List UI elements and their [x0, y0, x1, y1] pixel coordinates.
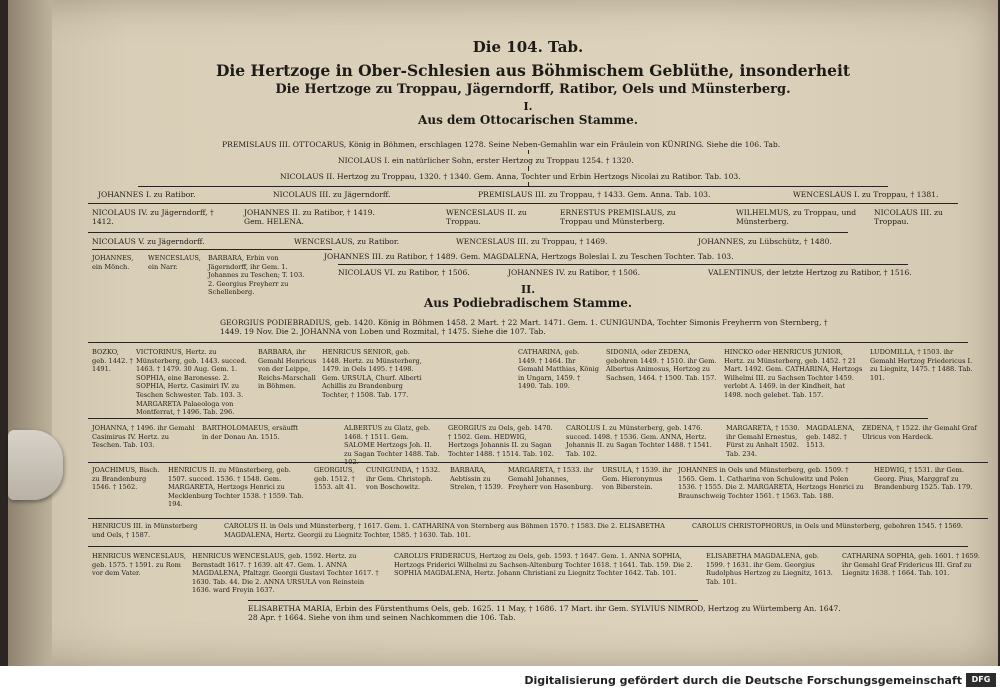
person-nicolaus-6: NICOLAUS VI. zu Ratibor, † 1506.: [338, 268, 470, 277]
person-henricus-senior: HENRICUS SENIOR, geb. 1448. Hertz. zu Münsterberg, 1479. in Oels 1495. † 1498. Gem. URSULA, Churf. Alberti Achillis zu Brandenburg Tochter, † 1508. Tab. 177.: [322, 348, 422, 399]
person-zedena-hardeck: ZEDENA, † 1522. ihr Gemahl Graf Ulricus von Hardeck.: [862, 424, 977, 441]
person-nicolaus-5: NICOLAUS V. zu Jägerndorff.: [92, 237, 205, 246]
digitization-footer: [0, 666, 1000, 694]
person-elisabetha-magdalena: ELISABETHA MAGDALENA, geb. 1599. † 1631. ihr Gem. Georgius Rudolphus Hertzog zu Liegnitz, 1613. Tab. 101.: [706, 552, 833, 586]
person-ursula: URSULA, † 1539. ihr Gem. Hieronymus von Biberstein.: [602, 466, 672, 492]
person-victorinus: VICTORINUS, Hertz. zu Münsterberg, geb. 1443. succed. 1463. † 1479. 30 Aug. Gem. 1. SOPHIA, eine Baronesse. 2. SOPHIA, Hertz. Casimiri IV. zu Teschen Schwester. Tab. 103. 3. MARGARETA Palaeologa von Montferrat, † 1496. Tab. 296.: [136, 348, 247, 417]
person-johannes-oels: JOHANNES in Oels und Münsterberg, geb. 1509. † 1565. Gem. 1. Catharina von Schulowitz und Polen 1536. † 1555. Die 2. MARGARETA, Hertzogs Henrici zu Braunschweig Tochter 1561. † 1563. Tab. 188.: [678, 466, 864, 500]
person-georgius-podiebradius: GEORGIUS PODIEBRADIUS, geb. 1420. König in Böhmen 1458. 2 Mart. † 22 Mart. 1471. Gem. 1. CUNIGUNDA, Tochter Simonis Freyherrn von Sternberg, † 1449. 19 Nov. Die 2. JOHANNA von Loben und Rozmital, † 1475. Siehe die 107. Tab.: [220, 318, 828, 336]
page-clip: [8, 430, 63, 500]
person-johannes-1-ratibor: JOHANNES I. zu Ratibor.: [98, 190, 196, 199]
person-margareta-hasenburg: MARGARETA, † 1533. ihr Gemahl Johannes, Freyherr von Hasenburg.: [508, 466, 594, 492]
section2-title: Aus Podiebradischem Stamme.: [423, 296, 633, 310]
person-johannes-2: JOHANNES II. zu Ratibor, † 1419. Gem. HELENA.: [244, 208, 375, 226]
person-henricus-wenceslaus-1575: HENRICUS WENCESLAUS, geb. 1575. † 1591. zu Rom vor dem Vater.: [92, 552, 186, 578]
person-margareta-anhalt: MARGARETA, † 1530. ihr Gemahl Ernestus, Fürst zu Anhalt 1502. Tab. 234.: [726, 424, 800, 458]
person-henricus-wenceslaus-1592: HENRICUS WENCESLAUS, geb. 1592. Hertz. zu Bernstadt 1617. † 1639. alt 47. Gem. 1. ANNA MAGDALENA, Pfaltzgr. Georgii Gustavi Tochter 1617. † 1630. Tab. 44. Die 2. ANNA URSULA von Reinstein 1636. ward Freyin 1637.: [192, 552, 379, 595]
person-nicolaus-1: NICOLAUS I. ein natürlicher Sohn, erster Hertzog zu Troppau 1254. † 1320.: [338, 156, 634, 165]
person-magdalena: MAGDALENA, geb. 1482. † 1513.: [806, 424, 855, 450]
person-hedwig: HEDWIG, † 1531. ihr Gem. Georg. Pius, Marggraf zu Brandenburg 1525. Tab. 179.: [874, 466, 973, 492]
book-spine: [8, 0, 52, 666]
person-johanna: JOHANNA, † 1496. ihr Gemahl Casimirus IV. Hertz. zu Teschen. Tab. 103.: [92, 424, 195, 450]
person-georgius-oels: GEORGIUS zu Oels, geb. 1470. † 1502. Gem. HEDWIG, Hertzogs Johannis II. zu Sagan Tochter 1488. † 1514. Tab. 102.: [448, 424, 554, 458]
page-title-line2: Die Hertzoge zu Troppau, Jägerndorff, Ratibor, Oels und Münsterberg.: [275, 82, 791, 97]
person-henricus-3: HENRICUS III. in Münsterberg und Oels, † 1587.: [92, 522, 198, 539]
person-wenceslaus-3: WENCESLAUS III. zu Troppau, † 1469.: [456, 237, 608, 246]
person-carolus-1: CAROLUS I. zu Münsterberg, geb. 1476. succed. 1498. † 1536. Gem. ANNA, Hertz. Johannis II. zu Sagan Tochter 1488. † 1541. Tab. 102.: [566, 424, 712, 458]
person-carolus-fridericus: CAROLUS FRIDERICUS, Hertzog zu Oels, geb. 1593. † 1647. Gem. 1. ANNA SOPHIA, Hertzogs Friderici Wilhelmi zu Sachsen-Altenburg Tochter 1618. † 1641. Tab. 159. Die 2. SOPHIA MAGDALENA, Hertz. Johann Christiani zu Liegnitz Tochter 1642. Tab. 101.: [394, 552, 693, 578]
person-ludomilla: LUDOMILLA, † 1503. ihr Gemahl Hertzog Friedericus I. zu Liegnitz, 1475. † 1488. Tab. 101.: [870, 348, 973, 382]
person-carolus-christophorus: CAROLUS CHRISTOPHORUS, in Oels und Münsterberg, gebohren 1545. † 1569.: [692, 522, 964, 530]
person-barbara-leippe: BARBARA, ihr Gemahl Henricus von der Leippe, Reichs-Marschall in Böhmen.: [258, 348, 317, 391]
person-nicolaus-2: NICOLAUS II. Hertzog zu Troppau, 1320. † 1340. Gem. Anna, Tochter und Erbin Hertzogs Nicolai zu Ratibor. Tab. 103.: [280, 172, 741, 181]
person-carolus-2: CAROLUS II. in Oels und Münsterberg, † 1617. Gem. 1. CATHARINA von Sternberg aus Böhmen 1570. † 1583. Die 2. ELISABETHA MAGDALENA, Hertz. Georgii zu Liegnitz Tochter, 1585. † 1630. Tab. 101.: [224, 522, 665, 539]
person-nicolaus-3-troppau: NICOLAUS III. zu Troppau.: [874, 208, 943, 226]
person-bozko: BOZKO, geb. 1442. † 1491.: [92, 348, 133, 374]
person-barbara-strelen: BARBARA, Aebtissin zu Strelen, † 1539.: [450, 466, 503, 492]
person-nicolaus-4: NICOLAUS IV. zu Jägerndorff, † 1412.: [92, 208, 214, 226]
person-wilhelmus: WILHELMUS, zu Troppau, und Münsterberg.: [736, 208, 857, 226]
person-elisabetha-maria: ELISABETHA MARIA, Erbin des Fürstenthums Oels, geb. 1625. 11 May, † 1686. 17 Mart. ihr Gem. SYLVIUS NIMROD, Hertzog zu Würtemberg An. 1647. 28 Apr. † 1664. Siehe von ihm und seinen Nachkommen die 106. Tab.: [248, 604, 841, 622]
person-wenceslaus-2: WENCESLAUS II. zu Troppau.: [446, 208, 527, 226]
person-premislaus-3-troppau: PREMISLAUS III. zu Troppau, † 1433. Gem. Anna. Tab. 103.: [478, 190, 711, 199]
section2-number: II.: [520, 283, 536, 296]
person-johannes-moench: JOHANNES, ein Mönch.: [92, 254, 134, 271]
person-johannes-luebschuetz: JOHANNES, zu Lübschütz, † 1480.: [698, 237, 832, 246]
person-premislaus-ottocarus: PREMISLAUS III. OTTOCARUS, König in Böhmen, erschlagen 1278. Seine Neben-Gemahlin war ein Fräulein von KÜNRING. Siehe die 106. Tab.: [222, 140, 781, 149]
person-catharina: CATHARINA, geb. 1449. † 1464. Ihr Gemahl Matthias, König in Ungarn, 1459. † 1490. Tab. 109.: [518, 348, 599, 391]
person-joachimus: JOACHIMUS, Bisch. zu Brandenburg 1546. † 1562.: [92, 466, 160, 492]
person-johannes-3: JOHANNES III. zu Ratibor, † 1489. Gem. MAGDALENA, Hertzogs Boleslai I. zu Teschen Tochter. Tab. 103.: [324, 252, 734, 261]
table-number: Die 104. Tab.: [472, 38, 584, 56]
dfg-logo: DFG: [966, 673, 996, 687]
person-johannes-4: JOHANNES IV. zu Ratibor, † 1506.: [508, 268, 641, 277]
person-cunigunda: CUNIGUNDA, † 1532. ihr Gem. Christoph. von Boschowitz.: [366, 466, 441, 492]
person-henricus-2: HENRICUS II. zu Münsterberg, geb. 1507. succed. 1536. † 1548. Gem. MARGARETA, Hertzogs Henrici zu Mecklenburg Tochter 1538. † 1559. Tab. 194.: [168, 466, 304, 509]
book-page: [8, 0, 998, 666]
person-valentinus: VALENTINUS, der letzte Hertzog zu Ratibor, † 1516.: [708, 268, 912, 277]
section1-number: I.: [523, 100, 533, 113]
person-sidonia: SIDONIA, oder ZEDENA, gebohren 1449. † 1510. ihr Gem. Albertus Animosus, Hertzog zu Sachsen, 1464. † 1500. Tab. 157.: [606, 348, 717, 382]
person-wenceslaus-ratibor: WENCESLAUS, zu Ratibor.: [294, 237, 400, 246]
person-wenceslaus-1-troppau: WENCESLAUS I. zu Troppau, † 1381.: [793, 190, 939, 199]
person-hincko: HINCKO oder HENRICUS JUNIOR, Hertz. zu Münsterberg, geb. 1452. † 21 Mart. 1492. Gem. CATHARINA, Hertzogs Wilhelmi III. zu Sachsen Tochter 1459. verlobt A. 1469. in der Kindheit, hat 1498. noch gelebet. Tab. 157.: [724, 348, 863, 399]
person-wenceslaus-narr: WENCESLAUS, ein Narr.: [148, 254, 201, 271]
person-georgius-1512: GEORGIUS, geb. 1512. † 1553. alt 41.: [314, 466, 357, 492]
section1-title: Aus dem Ottocarischen Stamme.: [418, 113, 638, 127]
person-barbara-jaegerndorff: BARBARA, Erbin von Jägerndorff, ihr Gem. 1. Johannes zu Teschen; T. 103. 2. Georgius Freyherr zu Schellenberg.: [208, 254, 305, 297]
person-catharina-sophia: CATHARINA SOPHIA, geb. 1601. † 1659. ihr Gemahl Graf Fridericus III. Graf zu Liegnitz 1638. † 1664. Tab. 101.: [842, 552, 980, 578]
page-title-line1: Die Hertzoge in Ober-Schlesien aus Böhmischem Geblüthe, insonderheit: [215, 61, 851, 80]
person-bartholomaeus: BARTHOLOMAEUS, ersäufft in der Donau An. 1515.: [202, 424, 299, 441]
person-albertus-glatz: ALBERTUS zu Glatz, geb. 1468. † 1511. Gem. SALOME Hertzogs Joh. II. zu Sagan Tochter 1488. Tab.: [344, 424, 440, 458]
person-nicolaus-3-jaegerndorff: NICOLAUS III. zu Jägerndorff.: [273, 190, 391, 199]
person-ernestus-premislaus: ERNESTUS PREMISLAUS, zu Troppau und Münsterberg.: [560, 208, 676, 226]
footer-text: Digitalisierung gefördert durch die Deutsche Forschungsgemeinschaft: [524, 674, 962, 687]
